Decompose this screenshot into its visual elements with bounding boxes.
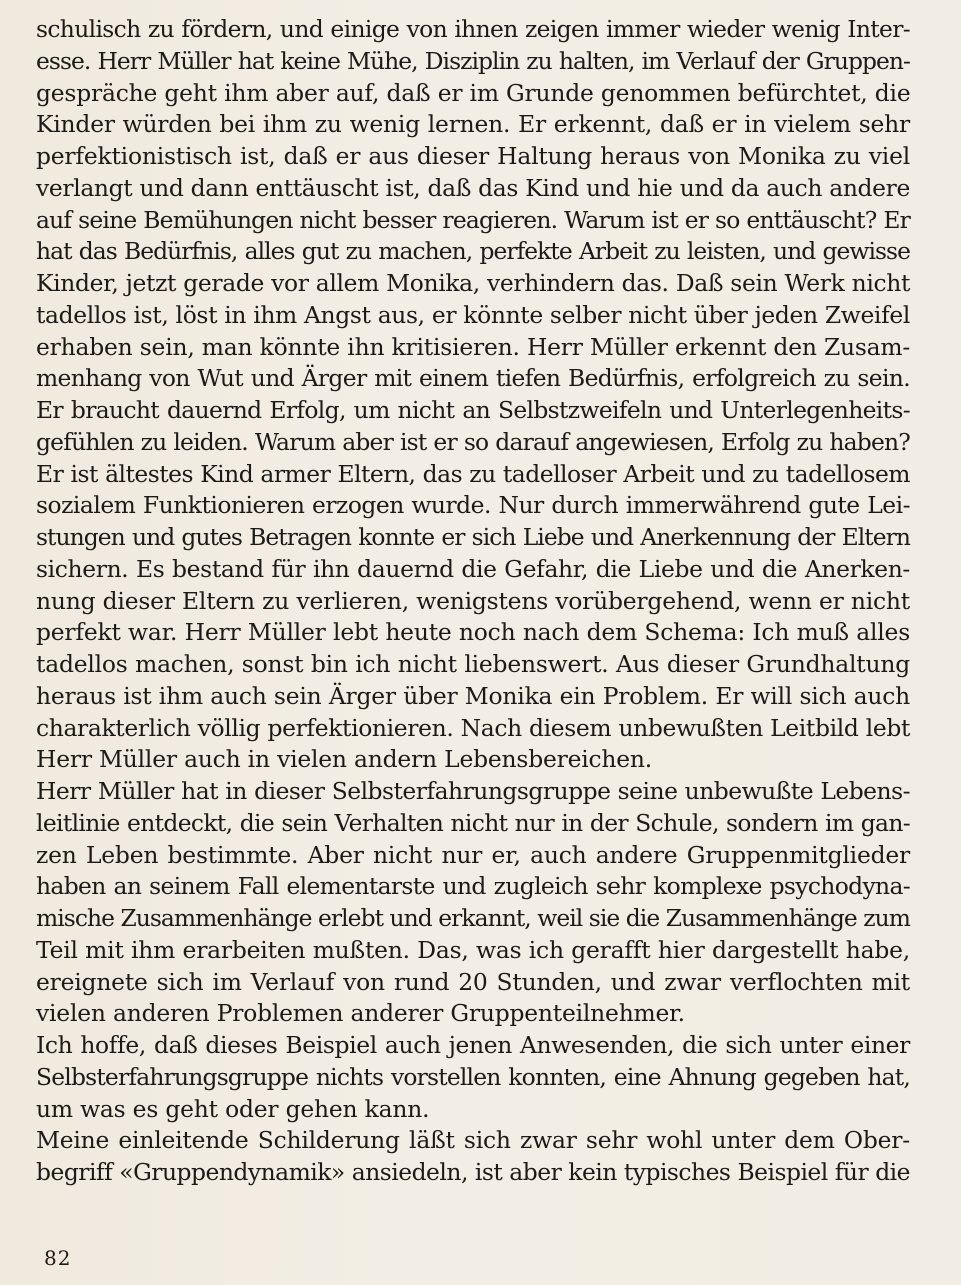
text-line: sozialem Funktionieren erzogen wurde. Nur durch immerwährend gute Lei- [36,491,910,520]
text-line: perfekt war. Herr Müller lebt heute noch nach dem Schema: Ich muß alles [36,618,910,647]
text-line: zen Leben bestimmte. Aber nicht nur er, auch andere Gruppenmitglieder [36,840,910,869]
text-line: Er braucht dauernd Erfolg, um nicht an Selbstzweifeln und Unterlegenheits- [36,396,910,424]
text-line: verlangt und dann enttäuscht ist, daß das Kind und hie und da auch andere [36,173,910,202]
text-line: nung dieser Eltern zu verlieren, wenigstens vorübergehend, wenn er nicht [36,586,910,615]
text-line: haben an seinem Fall elementarste und zugleich sehr komplexe psychodyna- [36,872,910,901]
text-line: Ich hoffe, daß dieses Beispiel auch jenen Anwesenden, die sich unter einer [36,1031,910,1059]
text-line: tadellos machen, sonst bin ich nicht liebenswert. Aus dieser Grundhaltung [36,650,910,678]
text-line: hat das Bedürfnis, alles gut zu machen, perfekte Arbeit zu leisten, und gewisse [36,237,910,266]
page-number: 82 [44,1246,72,1270]
text-line: schulisch zu fördern, und einige von ihnen zeigen immer wieder wenig Inter- [36,15,910,43]
text-line: vielen anderen Problemen anderer Gruppenteilnehmer. [36,999,685,1028]
text-line: ereignete sich im Verlauf von rund 20 Stunden, und zwar verflochten mit [36,967,910,996]
text-line: perfektionistisch ist, daß er aus dieser Haltung heraus von Monika zu viel [36,142,910,170]
text-line: leitlinie entdeckt, die sein Verhalten nicht nur in der Schule, sondern im gan- [36,808,910,837]
text-line: menhang von Wut und Ärger mit einem tiefen Bedürfnis, erfolgreich zu sein. [36,364,910,393]
body-text [36,14,910,1189]
text-line: gefühlen zu leiden. Warum aber ist er so darauf angewiesen, Erfolg zu haben? [36,427,910,456]
text-line: begriff «Gruppendynamik» ansiedeln, ist aber kein typisches Beispiel für die [36,1158,910,1186]
text-line: sichern. Es bestand für ihn dauernd die Gefahr, die Liebe und die Anerken- [36,554,910,583]
text-line: Selbsterfahrungsgruppe nichts vorstellen konnten, eine Ahnung gegeben hat, [36,1062,910,1091]
text-line: Er ist ältestes Kind armer Eltern, das zu tadelloser Arbeit und zu tadellosem [36,459,910,488]
text-line: esse. Herr Müller hat keine Mühe, Disziplin zu halten, im Verlauf der Gruppen- [36,46,910,75]
text-line: gespräche geht ihm aber auf, daß er im Grunde genommen befürchtet, die [36,78,911,107]
text-line: auf seine Bemühungen nicht besser reagieren. Warum ist er so enttäuscht? Er [36,205,910,234]
text-line: erhaben sein, man könnte ihn kritisieren. Herr Müller erkennt den Zusam- [36,332,911,361]
text-line: Kinder würden bei ihm zu wenig lernen. Er erkennt, daß er in vielem sehr [36,110,910,139]
text-line: stungen und gutes Betragen konnte er sich Liebe und Anerkennung der Eltern [36,523,910,551]
text-line: um was es geht oder gehen kann. [36,1094,430,1123]
text-line: Meine einleitende Schilderung läßt sich zwar sehr wohl unter dem Ober- [36,1126,910,1155]
text-line: Teil mit ihm erarbeiten mußten. Das, was ich gerafft hier dargestellt habe, [36,935,910,964]
text-line: Herr Müller auch in vielen andern Lebensbereichen. [36,745,653,774]
text-line: tadellos ist, löst in ihm Angst aus, er könnte selber nicht über jeden Zweifel [36,300,910,329]
text-line: Herr Müller hat in dieser Selbsterfahrungsgruppe seine unbewußte Lebens- [36,777,910,805]
text-line: heraus ist ihm auch sein Ärger über Monika ein Problem. Er will sich auch [36,681,910,710]
text-line: mische Zusammenhänge erlebt und erkannt, weil sie die Zusammenhänge zum [36,904,910,932]
text-line: charakterlich völlig perfektionieren. Nach diesem unbewußten Leitbild lebt [36,713,910,742]
text-line: Kinder, jetzt gerade vor allem Monika, verhindern das. Daß sein Werk nicht [36,269,910,297]
